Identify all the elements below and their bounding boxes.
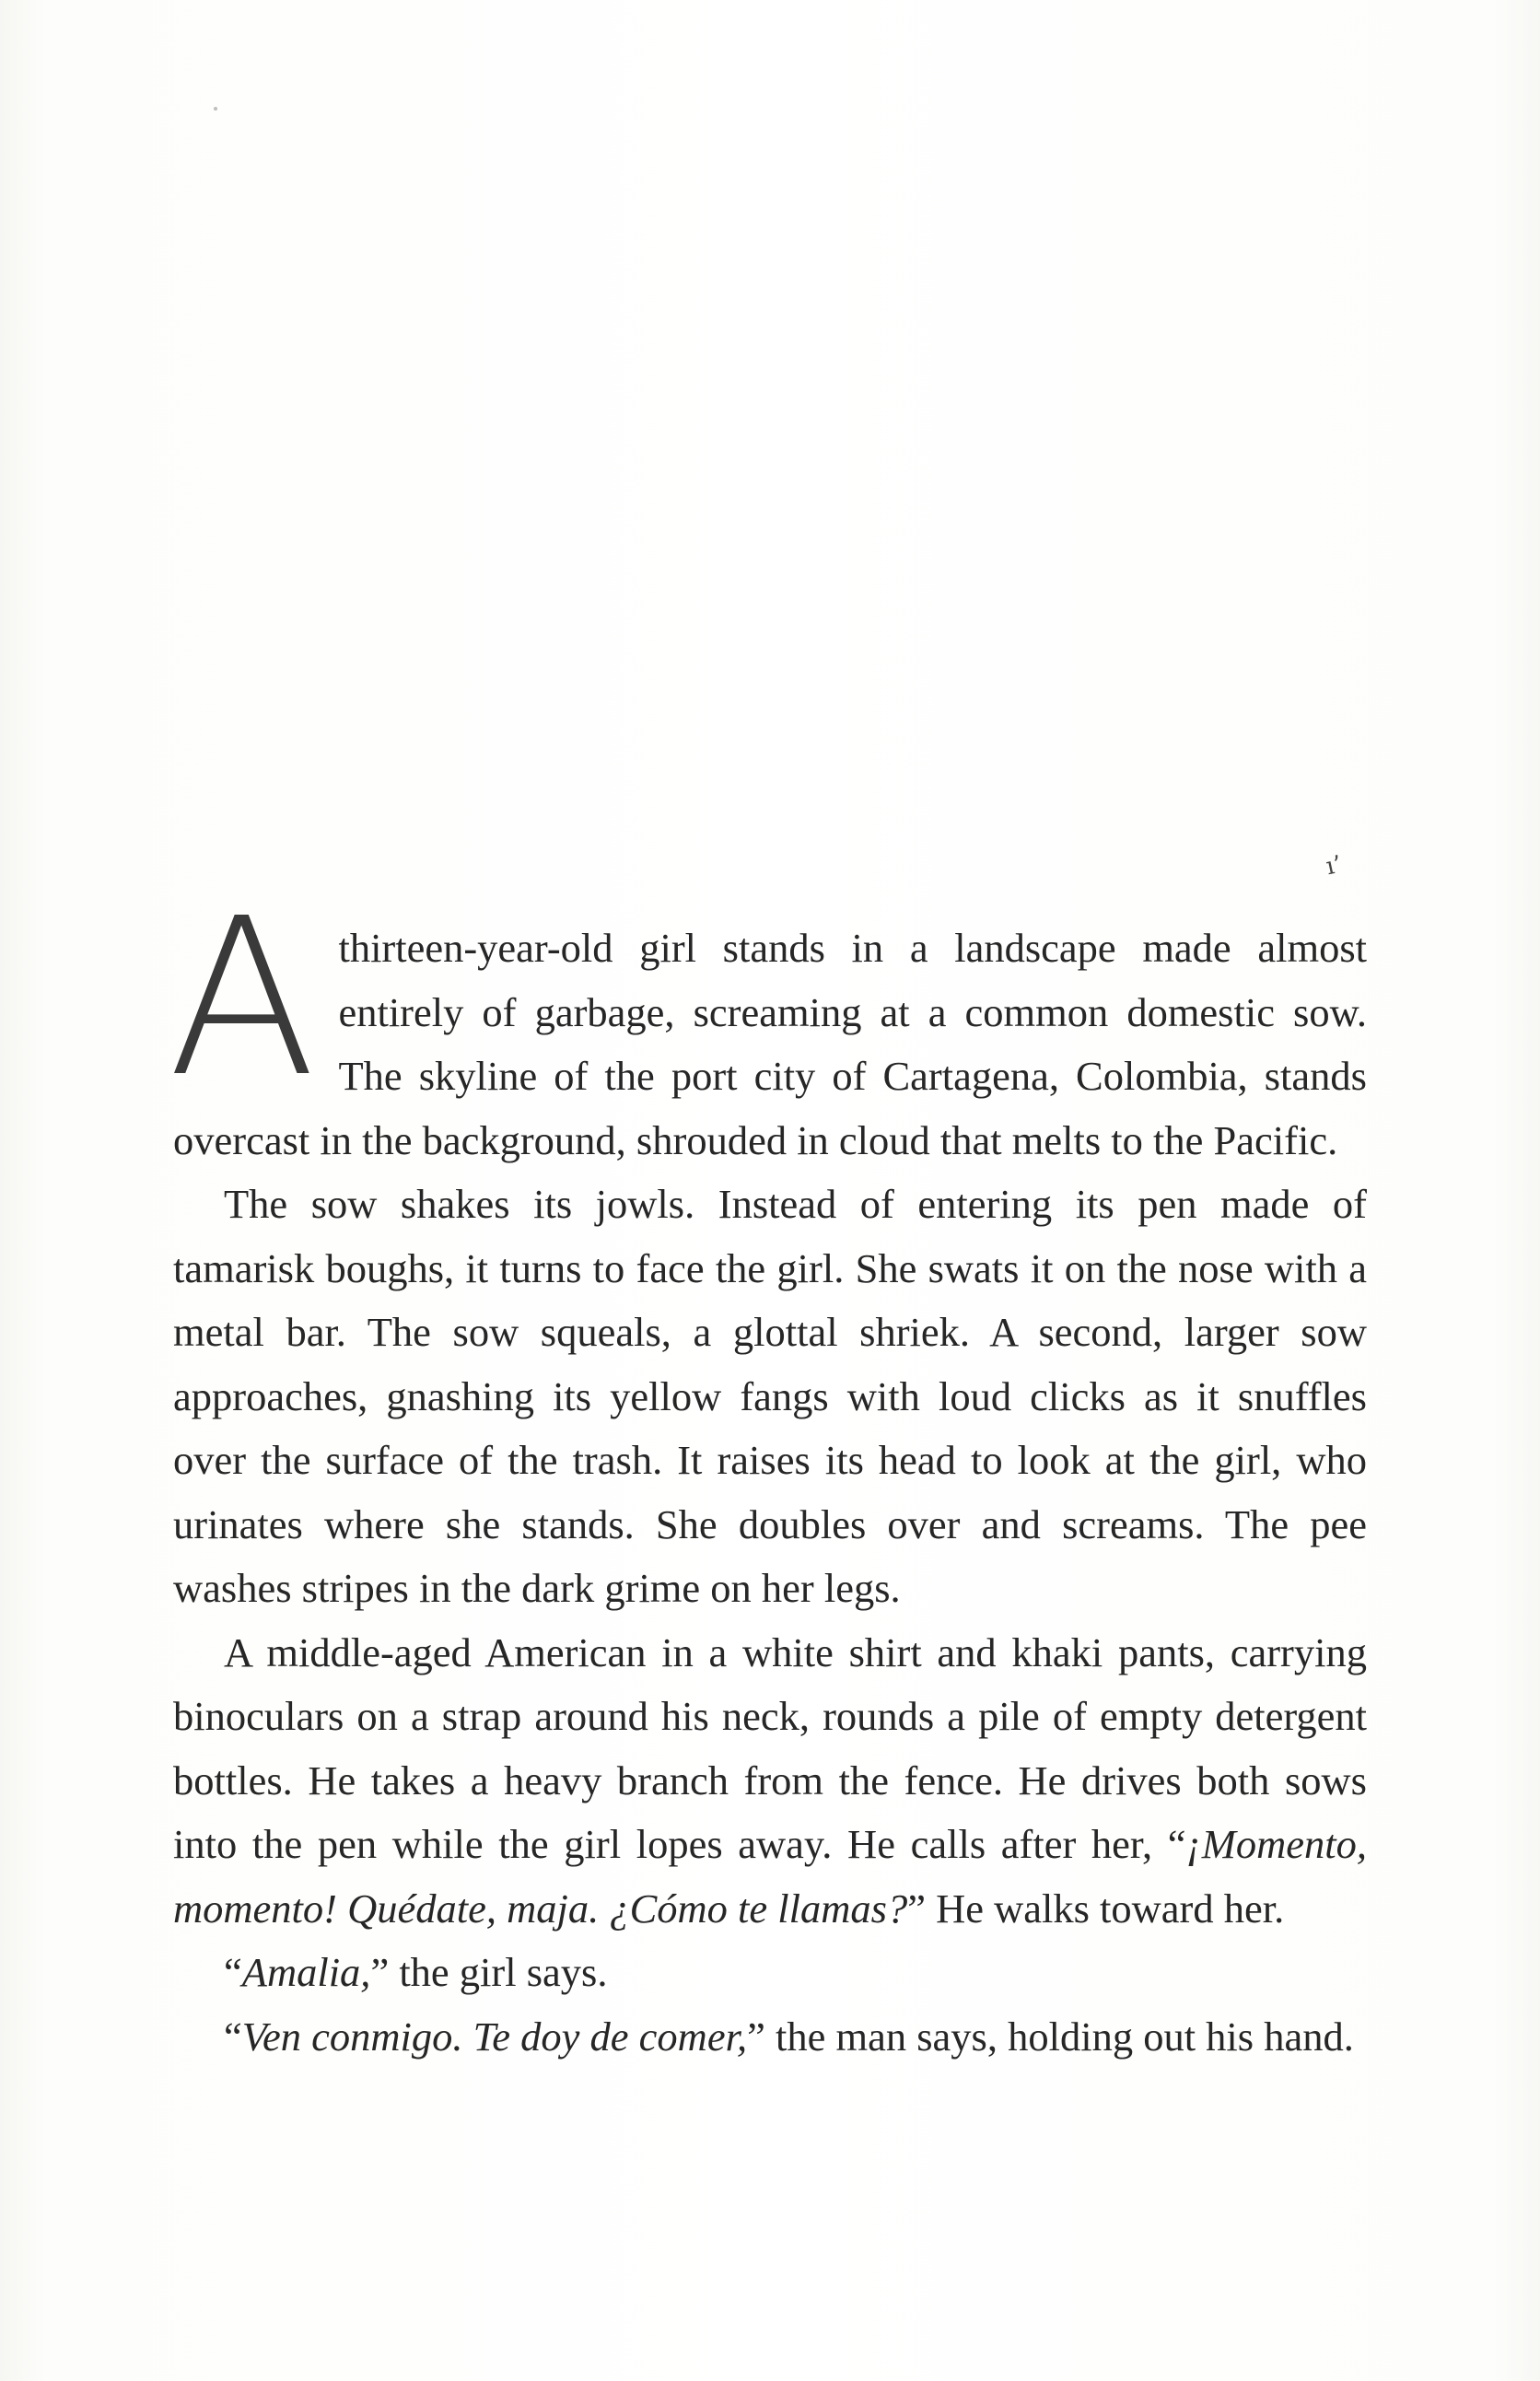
- paragraph-5: [173, 2005, 1367, 2070]
- paragraph-5-spanish-quote: Ven conmigo. Te doy de comer,: [241, 2013, 748, 2060]
- drop-cap: A: [168, 871, 315, 1125]
- paper-speck: [214, 107, 217, 111]
- paragraph-1-text: thirteen-year-old girl stands in a landscape made almost entirely of garbage, screaming at a common domestic sow. The skyline of the port city of Cartagena, Colombia, stands overcast in the background, shrouded in cloud that melts to the Pacific.: [173, 925, 1367, 1163]
- paragraph-5-text: ” the man says, holding out his hand.: [747, 2013, 1354, 2060]
- paragraph-4-text: ” the girl says.: [370, 1949, 608, 1995]
- stray-pencil-mark: ı’: [1324, 850, 1345, 881]
- paragraph-2-text: The sow shakes its jowls. Instead of entering its pen made of tamarisk boughs, it turns to face the girl. She swats it on the nose with a metal bar. The sow squeals, a glottal shriek. A second, larger sow approaches, gnashing its yellow fangs with loud clicks as it snuffles over the surface of the trash. It raises its head to look at the girl, who urinates where she stands. She doubles over and screams. The pee washes stripes in the dark grime on her legs.: [173, 1181, 1367, 1611]
- paragraph-2: [173, 1173, 1367, 1621]
- paragraph-4-name: Amalia,: [241, 1949, 371, 1995]
- paragraph-1: [168, 871, 1367, 1173]
- paragraph-3-text-b: ” He walks toward her.: [907, 1885, 1285, 1932]
- paragraph-3-spanish-quote: ¡Momento, momento! Quédate, maja. ¿Cómo te llamas?: [173, 1821, 1367, 1932]
- chapter-body-text: [168, 871, 1367, 2069]
- paragraph-4: [173, 1941, 1367, 2005]
- paragraph-5-open-quote: “: [224, 2013, 242, 2060]
- paragraph-3-text-a: A middle-aged American in a white shirt and khaki pants, carrying binoculars on a strap around his neck, rounds a pile of empty detergent bottles. He takes a heavy branch from the fence. He drives both sows into the pen while the girl lopes away. He calls after her, “: [173, 1628, 1367, 1867]
- paragraph-3: [173, 1621, 1367, 1942]
- paragraph-4-open-quote: “: [224, 1949, 242, 1995]
